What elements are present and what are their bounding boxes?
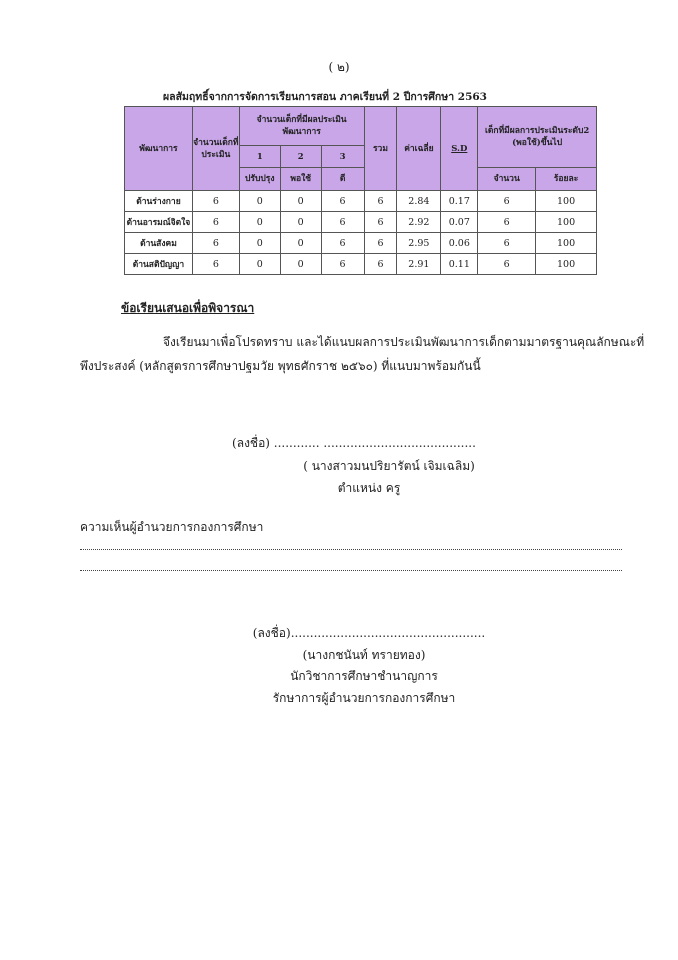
table-row [125,212,597,233]
cell-level-3: 6 [321,191,364,212]
header-children-by-result: จำนวนเด็กที่มีผลประเมินพัฒนาการ [239,107,364,146]
cell-level-2: 0 [280,191,321,212]
cell-total: 6 [364,212,397,233]
cell-mean: 2.91 [397,254,441,275]
table-row [125,233,597,254]
cell-children: 6 [192,254,239,275]
cell-level-2: 0 [280,233,321,254]
opinion-dotted-line-2 [80,570,622,571]
cell-level-1: 0 [239,254,280,275]
cell-mean: 2.92 [397,212,441,233]
signature-2-position: นักวิชาการศึกษาชำนาญการ [290,669,438,683]
signature-2-acting: รักษาการผู้อำนวยการกองการศึกษา [272,691,456,705]
signature-1-line: (ลงชื่อ) ............ ........................................ [232,436,476,450]
row-label: ด้านร่างกาย [125,191,193,212]
cell-level-3: 6 [321,233,364,254]
table-title: ผลสัมฤทธิ์จากการจัดการเรียนการสอน ภาคเรียนที่ 2 ปีการศึกษา 2563 [163,91,487,103]
cell-children: 6 [192,233,239,254]
cell-level-1: 0 [239,233,280,254]
signature-2-name: (นางกชนันท์ ทรายทอง) [302,648,426,662]
table-row [125,254,597,275]
cell-sd: 0.11 [441,254,478,275]
paragraph-line-2: พึงประสงค์ (หลักสูตรการศึกษาปฐมวัย พุทธศักราช ๒๕๖๐) ที่แนบมาพร้อมกันนี้ [80,359,481,373]
cell-percent: 100 [536,233,597,254]
header-level-3: 3 [321,146,364,168]
paragraph-line-1: จึงเรียนมาเพื่อโปรดทราบ และได้แนบผลการประเมินพัฒนาการเด็กตามมาตรฐานคุณลักษณะที่ [163,335,645,349]
cell-sd: 0.06 [441,233,478,254]
cell-level-2: 0 [280,212,321,233]
header-total: รวม [364,107,397,191]
cell-percent: 100 [536,254,597,275]
cell-percent: 100 [536,212,597,233]
cell-percent: 100 [536,191,597,212]
cell-level-1: 0 [239,212,280,233]
header-level-3-label: ดี [321,168,364,191]
cell-sd: 0.07 [441,212,478,233]
row-label: ด้านอารมณ์จิตใจ [125,212,193,233]
header-level-2-label: พอใช้ [280,168,321,191]
header-sd: S.D [441,107,478,191]
cell-count: 6 [478,233,536,254]
header-passed-count: จำนวน [478,168,536,191]
cell-count: 6 [478,254,536,275]
signature-1-name: ( นางสาวมนปริยารัตน์ เจิมเฉลิม) [303,459,475,473]
header-passed: เด็กที่มีผลการประเมินระดับ2 (พอใช้)ขึ้นไป [478,107,597,168]
cell-count: 6 [478,212,536,233]
cell-mean: 2.95 [397,233,441,254]
opinion-dotted-line-1 [80,549,622,550]
header-development: พัฒนาการ [125,107,193,191]
header-level-1-label: ปรับปรุง [239,168,280,191]
row-label: ด้านสติปัญญา [125,254,193,275]
signature-1-position: ตำแหน่ง ครู [337,481,401,495]
cell-children: 6 [192,191,239,212]
cell-level-1: 0 [239,191,280,212]
header-level-1: 1 [239,146,280,168]
section-heading: ข้อเรียนเสนอเพื่อพิจารณา [121,301,255,315]
opinion-label: ความเห็นผู้อำนวยการกองการศึกษา [80,520,264,534]
results-table [124,106,597,275]
cell-level-3: 6 [321,212,364,233]
cell-mean: 2.84 [397,191,441,212]
cell-children: 6 [192,212,239,233]
table-row [125,191,597,212]
header-level-2: 2 [280,146,321,168]
cell-total: 6 [364,254,397,275]
header-mean: ค่าเฉลี่ย [397,107,441,191]
cell-level-2: 0 [280,254,321,275]
cell-count: 6 [478,191,536,212]
signature-2-line: (ลงชื่อ)................................................... [252,626,486,640]
cell-total: 6 [364,191,397,212]
row-label: ด้านสังคม [125,233,193,254]
cell-total: 6 [364,233,397,254]
cell-sd: 0.17 [441,191,478,212]
cell-level-3: 6 [321,254,364,275]
header-children-count: จำนวนเด็กที่ประเมิน [192,107,239,191]
page-number: ( ๒) [328,60,350,74]
header-passed-percent: ร้อยละ [536,168,597,191]
